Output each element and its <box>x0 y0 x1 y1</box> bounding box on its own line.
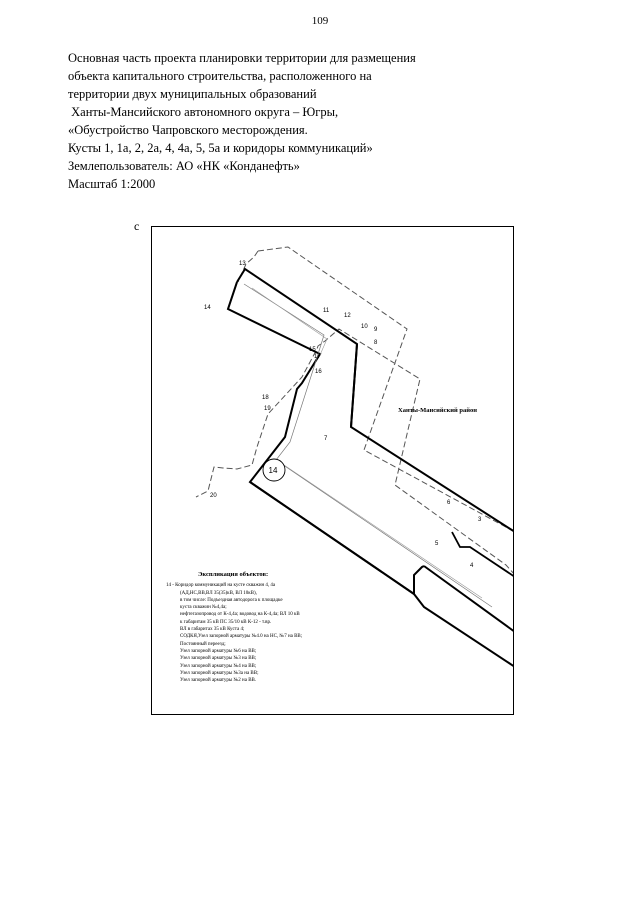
region-label: Ханты-Мансийский район <box>398 407 477 414</box>
legend-line: СОДКЯ,Узел запорной арматуры №4.0 на НС, №7 на ВВ; <box>180 634 303 640</box>
header-line: Землепользователь: АО «НК «Конданефть» <box>68 159 300 173</box>
map-letter: с <box>134 219 140 233</box>
legend-title: Экспликация объектов: <box>198 571 269 578</box>
legend-line: Узел запорной арматуры №3 на ВВ; <box>180 656 257 662</box>
point-label: 11 <box>323 308 330 314</box>
point-label: 4 <box>470 563 474 569</box>
map-frame <box>151 226 514 715</box>
corridor-outline <box>237 269 514 532</box>
legend <box>166 571 406 684</box>
point-label: 9 <box>374 327 378 333</box>
header-line: «Обустройство Чапровского месторождения. <box>68 123 308 137</box>
legend-line: 14 - Коридор коммуникаций на кусте скважин 4, 4а <box>166 583 276 589</box>
point-label: 13 <box>239 261 246 267</box>
point-label: 18 <box>262 395 269 401</box>
inner-line-2 <box>252 288 482 598</box>
point-label: 14 <box>204 305 211 311</box>
corridor-outline-right <box>351 344 357 427</box>
legend-line: в том числе: Подъездная автодорога к площадке <box>180 597 283 603</box>
header-line: территории двух муниципальных образований <box>68 87 317 101</box>
point-label: 6 <box>447 500 451 506</box>
legend-line: Узел запорной арматуры №3а на ВВ; <box>180 670 259 676</box>
header-line: Основная часть проекта планировки территории для размещения <box>68 51 416 65</box>
legend-line: Постоянный переезд; <box>180 641 226 647</box>
inner-line <box>244 284 492 607</box>
point-label: 8 <box>374 340 378 346</box>
legend-line: к габаритам 35 кВ ПС 35/10 кВ К-12 - т.вр. <box>180 619 272 625</box>
legend-line: (АД,НС,ВВ,ВЛ 35(35)кВ, ВЛ 10кВ), <box>180 590 257 596</box>
point-label: 12 <box>344 313 351 319</box>
point-label: 19 <box>264 406 271 412</box>
point-label: 5 <box>435 541 439 547</box>
point-label: 20 <box>210 493 217 499</box>
point-label: 15 <box>309 347 316 353</box>
header-line: объекта капитального строительства, расположенного на <box>68 69 372 83</box>
point-label: 16 <box>315 369 322 375</box>
document-header <box>68 49 548 193</box>
legend-line: Узел запорной арматуры №4 на ВВ; <box>180 663 257 669</box>
header-line: Ханты-Мансийского автономного округа – Югры, <box>68 105 339 119</box>
point-label: 3 <box>478 517 482 523</box>
header-line: Кусты 1, 1а, 2, 2а, 4, 4а, 5, 5а и коридоры коммуникаций» <box>68 141 373 155</box>
legend-line: ВЛ в габаритах 35 кВ Куста 4; <box>180 627 245 633</box>
point-label: 17 <box>314 354 321 360</box>
point-label: 7 <box>324 436 328 442</box>
page-number: 109 <box>311 15 329 27</box>
object-marker-label: 14 <box>268 466 278 475</box>
point-label: 10 <box>361 324 368 330</box>
legend-line: Узел запорной арматуры №2 на ВВ. <box>180 678 257 684</box>
legend-line: нефтегазопровод от К-4,4а; водовод на К-4,4а; ВЛ 10 кВ <box>180 612 300 618</box>
corridor-step <box>452 532 514 577</box>
legend-line: куста скважин №4,4а; <box>180 605 227 611</box>
header-line: Масштаб 1:2000 <box>68 177 156 191</box>
legend-line: Узел запорной арматуры №6 на ВВ; <box>180 648 257 654</box>
